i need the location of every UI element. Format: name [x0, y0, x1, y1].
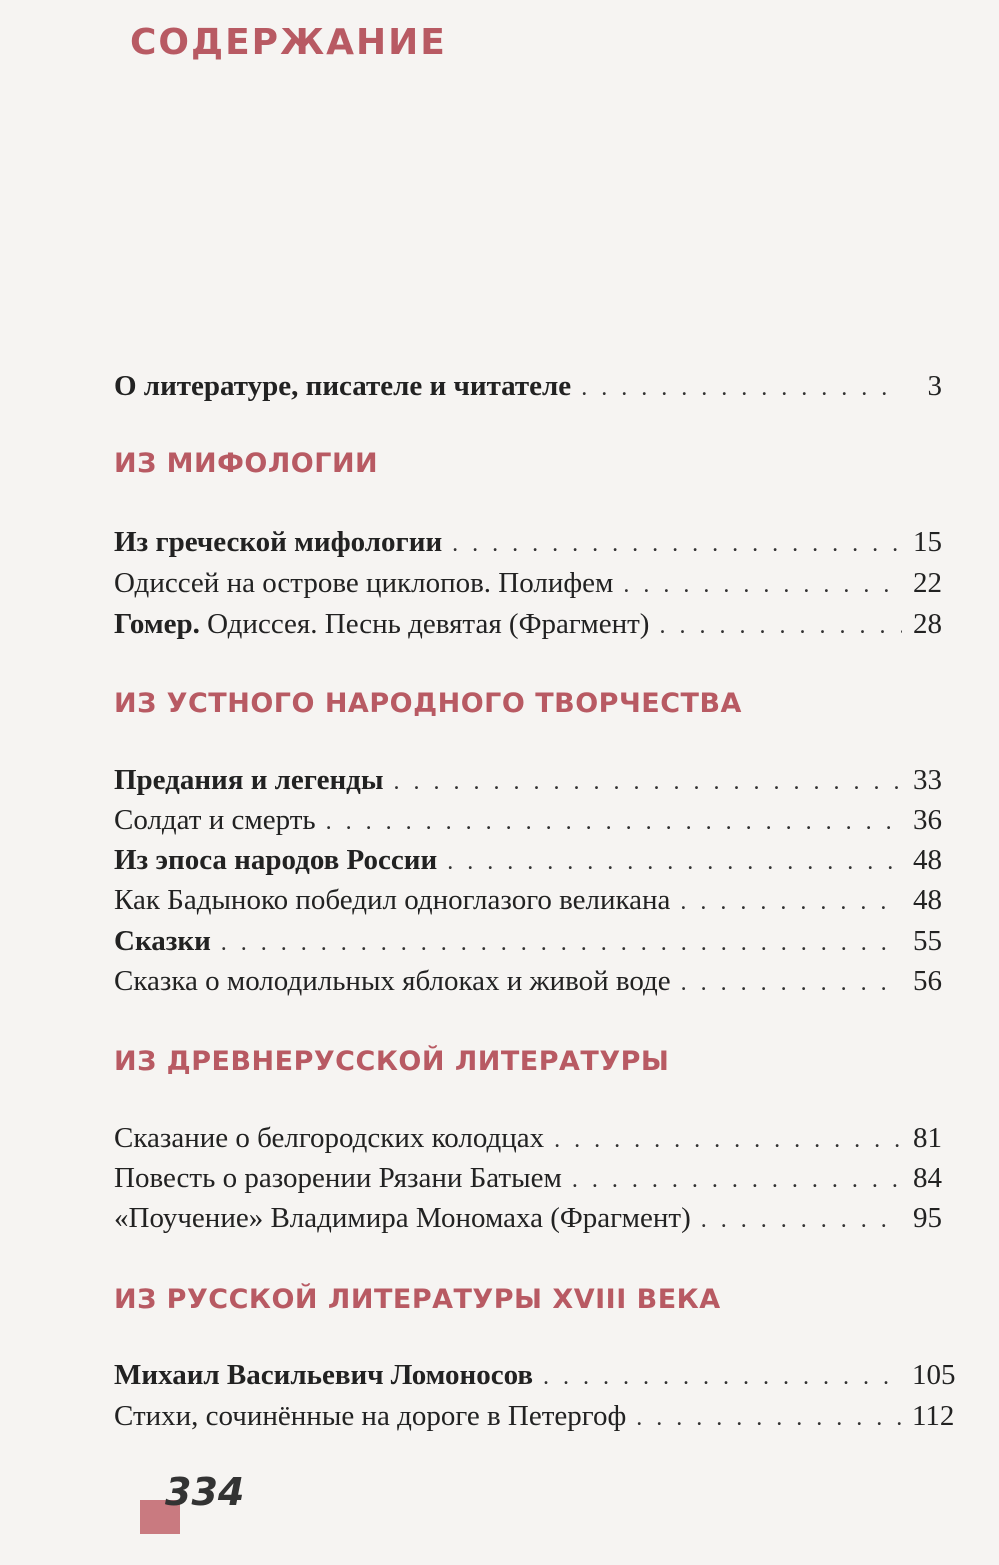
entry-page: 3 — [927, 370, 942, 402]
toc-entry[interactable] — [114, 1158, 942, 1198]
section-heading: ИЗ МИФОЛОГИИ — [114, 448, 379, 479]
entry-title: Как Бадыноко победил одноглазого великана — [114, 884, 671, 916]
dot-leader — [393, 762, 902, 802]
entry-page: 112 — [912, 1400, 955, 1432]
toc-entry[interactable] — [114, 961, 942, 1001]
entry-title: Одиссей на острове циклопов. Полифем — [114, 567, 614, 599]
entry-author: Предания и легенды — [114, 764, 384, 796]
dot-leader — [623, 565, 902, 605]
entry-page: 22 — [913, 567, 942, 599]
toc-entry[interactable] — [114, 1198, 942, 1238]
entry-author: Михаил Васильевич Ломоносов — [114, 1359, 534, 1391]
toc-entry[interactable] — [114, 800, 942, 840]
entry-author: Сказки — [114, 925, 211, 957]
section-heading: ИЗ РУССКОЙ ЛИТЕРАТУРЫ XVIII ВЕКА — [114, 1284, 721, 1315]
dot-leader — [452, 524, 902, 564]
page-title: СОДЕРЖАНИЕ — [130, 22, 447, 63]
entry-page: 105 — [912, 1359, 956, 1391]
entry-page: 28 — [913, 608, 942, 640]
entry-title: «Поучение» Владимира Мономаха (Фрагмент) — [114, 1202, 691, 1234]
dot-leader — [554, 1120, 902, 1160]
entry-page: 56 — [913, 965, 942, 997]
dot-leader — [680, 882, 902, 922]
toc-entry[interactable] — [114, 1355, 956, 1395]
section-heading: ИЗ ДРЕВНЕРУССКОЙ ЛИТЕРАТУРЫ — [114, 1046, 670, 1077]
dot-leader — [659, 606, 902, 646]
entry-page: 33 — [913, 764, 942, 796]
entry-author: Гомер. — [114, 608, 200, 640]
dot-leader — [326, 802, 902, 842]
entry-title: Сказание о белгородских колодцах — [114, 1122, 545, 1154]
entry-author: Из эпоса народов России — [114, 844, 438, 876]
entry-title: Стихи, сочинённые на дороге в Петергоф — [114, 1400, 627, 1432]
toc-entry[interactable] — [114, 1396, 955, 1436]
entry-page: 48 — [913, 844, 942, 876]
toc-entry-intro[interactable] — [114, 366, 942, 406]
toc-entry[interactable] — [114, 1118, 942, 1158]
entry-page: 55 — [913, 925, 942, 957]
toc-entry[interactable] — [114, 563, 942, 603]
entry-title: Солдат и смерть — [114, 804, 316, 836]
entry-page: 81 — [913, 1122, 942, 1154]
dot-leader — [636, 1398, 902, 1438]
toc-entry[interactable] — [114, 921, 942, 961]
dot-leader — [681, 963, 902, 1003]
entry-author: Из греческой мифологии — [114, 526, 443, 558]
toc-entry[interactable] — [114, 880, 942, 920]
entry-title: О литературе, писателе и читателе — [114, 370, 572, 402]
dot-leader — [701, 1200, 902, 1240]
toc-entry[interactable] — [114, 840, 942, 880]
dot-leader — [543, 1357, 902, 1397]
dot-leader — [221, 923, 902, 963]
entry-page: 48 — [913, 884, 942, 916]
section-heading: ИЗ УСТНОГО НАРОДНОГО ТВОРЧЕСТВА — [114, 688, 742, 719]
page-number: 334 — [165, 1470, 245, 1514]
toc-entry[interactable] — [114, 522, 942, 562]
entry-page: 36 — [913, 804, 942, 836]
entry-title: Одиссея. Песнь девятая (Фрагмент) — [199, 608, 650, 640]
toc-entry[interactable] — [114, 760, 942, 800]
dot-leader — [447, 842, 902, 882]
dot-leader — [581, 368, 902, 408]
toc-entry[interactable] — [114, 604, 942, 644]
entry-title: Повесть о разорении Рязани Батыем — [114, 1162, 562, 1194]
entry-title: Сказка о молодильных яблоках и живой воде — [114, 965, 671, 997]
entry-page: 95 — [913, 1202, 942, 1234]
entry-page: 84 — [913, 1162, 942, 1194]
entry-page: 15 — [913, 526, 942, 558]
dot-leader — [572, 1160, 902, 1200]
